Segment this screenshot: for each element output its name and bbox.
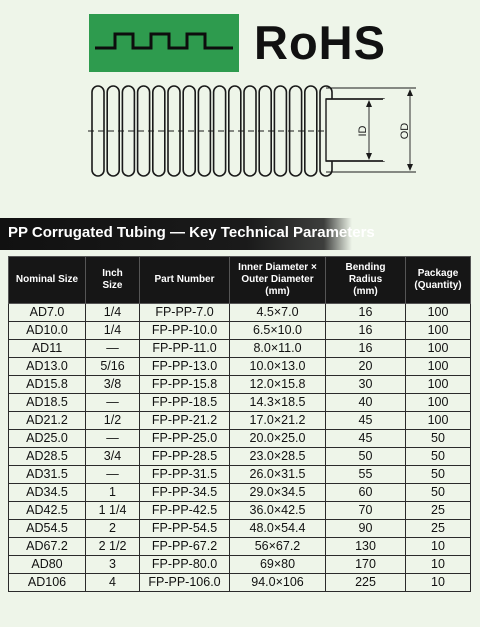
table-row [9, 304, 471, 322]
table-cell: 69×80 [230, 556, 326, 574]
table-cell: 50 [406, 430, 471, 448]
table-cell: 4 [86, 574, 140, 592]
table-cell: 3 [86, 556, 140, 574]
table-cell: AD7.0 [9, 304, 86, 322]
table-cell: 50 [326, 448, 406, 466]
table-row [9, 538, 471, 556]
table-cell: 50 [406, 448, 471, 466]
table-cell: 20 [326, 358, 406, 376]
table-cell: AD106 [9, 574, 86, 592]
table-row [9, 466, 471, 484]
table-cell: 60 [326, 484, 406, 502]
table-cell: 100 [406, 394, 471, 412]
table-cell: FP-PP-42.5 [140, 502, 230, 520]
table-cell: AD42.5 [9, 502, 86, 520]
table-cell: 50 [406, 466, 471, 484]
table-cell: 17.0×21.2 [230, 412, 326, 430]
table-cell: 56×67.2 [230, 538, 326, 556]
column-header: Bending Radius (mm) [326, 257, 406, 304]
rohs-badge [89, 14, 239, 72]
table-cell: FP-PP-25.0 [140, 430, 230, 448]
table-cell: 45 [326, 430, 406, 448]
table-cell: AD10.0 [9, 322, 86, 340]
parameters-table [8, 256, 470, 592]
table-cell: 48.0×54.4 [230, 520, 326, 538]
table-cell: 16 [326, 322, 406, 340]
table-row [9, 484, 471, 502]
id-label: ID [357, 125, 369, 137]
table-cell: FP-PP-34.5 [140, 484, 230, 502]
table-cell: AD54.5 [9, 520, 86, 538]
table-cell: AD18.5 [9, 394, 86, 412]
rohs-text: RoHS [254, 16, 386, 69]
section-title: PP Corrugated Tubing — Key Technical Parameters [8, 224, 375, 241]
table-cell: 45 [326, 412, 406, 430]
table-cell: — [86, 340, 140, 358]
table-cell: 100 [406, 340, 471, 358]
table-cell: FP-PP-7.0 [140, 304, 230, 322]
logo-area [0, 0, 480, 78]
column-header: Part Number [140, 257, 230, 304]
table-cell: 130 [326, 538, 406, 556]
table-cell: FP-PP-15.8 [140, 376, 230, 394]
table-cell: 26.0×31.5 [230, 466, 326, 484]
table-cell: 100 [406, 304, 471, 322]
table-cell: 94.0×106 [230, 574, 326, 592]
table-cell: 225 [326, 574, 406, 592]
table-cell: FP-PP-80.0 [140, 556, 230, 574]
table-row [9, 448, 471, 466]
table-cell: FP-PP-21.2 [140, 412, 230, 430]
table-cell: FP-PP-13.0 [140, 358, 230, 376]
table-cell: 90 [326, 520, 406, 538]
table-row [9, 322, 471, 340]
table-cell: 2 [86, 520, 140, 538]
table-cell: AD15.8 [9, 376, 86, 394]
table-cell: 16 [326, 340, 406, 358]
table-cell: 6.5×10.0 [230, 322, 326, 340]
table-row [9, 574, 471, 592]
table-row [9, 502, 471, 520]
table-cell: 3/4 [86, 448, 140, 466]
table-cell: AD31.5 [9, 466, 86, 484]
table-cell: 14.3×18.5 [230, 394, 326, 412]
table-cell: 25 [406, 520, 471, 538]
table-body [9, 304, 471, 592]
table-cell: FP-PP-18.5 [140, 394, 230, 412]
table-cell: FP-PP-54.5 [140, 520, 230, 538]
table-cell: FP-PP-11.0 [140, 340, 230, 358]
table-cell: 55 [326, 466, 406, 484]
table-cell: FP-PP-106.0 [140, 574, 230, 592]
table-row [9, 520, 471, 538]
column-header: Inch Size [86, 257, 140, 304]
table-cell: 10 [406, 556, 471, 574]
table-cell: 20.0×25.0 [230, 430, 326, 448]
table-cell: AD34.5 [9, 484, 86, 502]
table-row [9, 394, 471, 412]
table-cell: AD11 [9, 340, 86, 358]
table-cell: AD21.2 [9, 412, 86, 430]
column-header: Package (Quantity) [406, 257, 471, 304]
table-cell: 10.0×13.0 [230, 358, 326, 376]
table-cell: 10 [406, 574, 471, 592]
table-cell: 12.0×15.8 [230, 376, 326, 394]
table-cell: 1/4 [86, 304, 140, 322]
table-cell: 5/16 [86, 358, 140, 376]
column-header: Inner Diameter × Outer Diameter (mm) [230, 257, 326, 304]
table-cell: FP-PP-28.5 [140, 448, 230, 466]
table-cell: 4.5×7.0 [230, 304, 326, 322]
table-cell: 1/4 [86, 322, 140, 340]
table-row [9, 376, 471, 394]
table-cell: 100 [406, 412, 471, 430]
table-cell: 16 [326, 304, 406, 322]
table-cell: 100 [406, 358, 471, 376]
table-cell: 40 [326, 394, 406, 412]
table-cell: 10 [406, 538, 471, 556]
table-cell: 100 [406, 376, 471, 394]
table-cell: AD13.0 [9, 358, 86, 376]
table-cell: 23.0×28.5 [230, 448, 326, 466]
table-cell: — [86, 394, 140, 412]
table-row [9, 358, 471, 376]
table-cell: FP-PP-67.2 [140, 538, 230, 556]
table-cell: 30 [326, 376, 406, 394]
table-cell: 29.0×34.5 [230, 484, 326, 502]
table-cell: 2 1/2 [86, 538, 140, 556]
table-row [9, 430, 471, 448]
table-cell: 8.0×11.0 [230, 340, 326, 358]
square-wave-icon [89, 14, 239, 72]
section-title-bar [0, 218, 375, 250]
table-cell: 1 1/4 [86, 502, 140, 520]
tubing-cross-section-drawing [0, 80, 480, 190]
table-cell: 3/8 [86, 376, 140, 394]
table-row [9, 412, 471, 430]
column-header: Nominal Size [9, 257, 86, 304]
table-cell: FP-PP-31.5 [140, 466, 230, 484]
table-cell: 1 [86, 484, 140, 502]
table-cell: 50 [406, 484, 471, 502]
table-cell: 170 [326, 556, 406, 574]
table-cell: 36.0×42.5 [230, 502, 326, 520]
table-cell: 25 [406, 502, 471, 520]
table-cell: AD28.5 [9, 448, 86, 466]
table-cell: AD67.2 [9, 538, 86, 556]
table-cell: 100 [406, 322, 471, 340]
table-header-row [9, 257, 471, 304]
table-cell: 70 [326, 502, 406, 520]
table-cell: AD80 [9, 556, 86, 574]
table-cell: AD25.0 [9, 430, 86, 448]
table-cell: FP-PP-10.0 [140, 322, 230, 340]
table-cell: — [86, 430, 140, 448]
table-row [9, 340, 471, 358]
table-row [9, 556, 471, 574]
od-label: OD [399, 122, 411, 140]
table-cell: — [86, 466, 140, 484]
table-cell: 1/2 [86, 412, 140, 430]
